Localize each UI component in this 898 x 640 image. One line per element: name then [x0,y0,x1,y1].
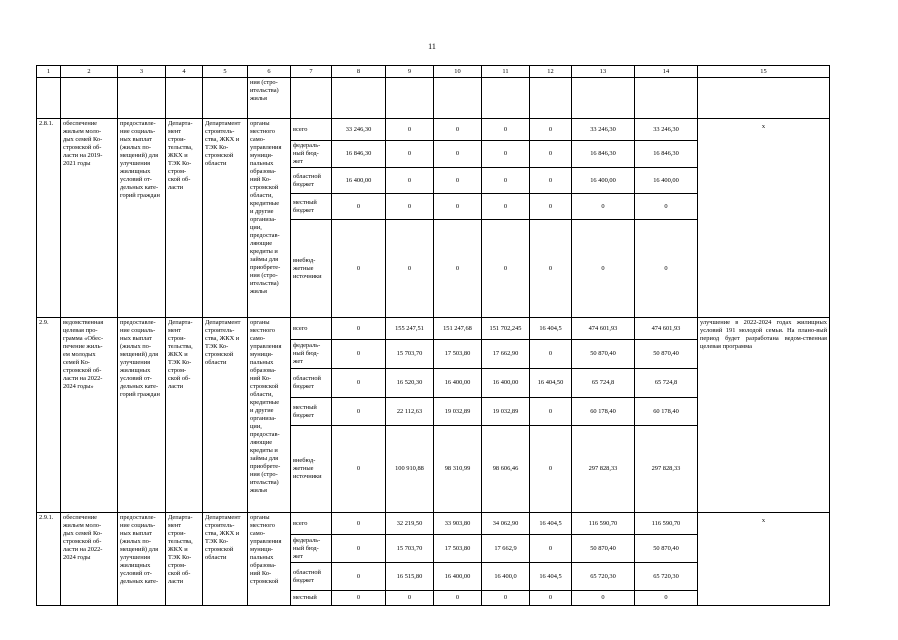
amount-cell: 0 [530,119,572,141]
amount-cell: 0 [386,194,434,220]
amount-cell: 34 062,90 [482,513,530,535]
column-number: 9 [386,66,434,78]
column-number: 7 [291,66,332,78]
empty-cell [434,78,482,119]
empty-cell [530,78,572,119]
expected-result: х [698,119,830,318]
funding-source: областной бюджет [291,369,332,398]
amount-cell: 0 [530,591,572,606]
amount-cell: 65 720,30 [572,563,635,591]
empty-cell [635,78,698,119]
funding-source: всего [291,119,332,141]
empty-cell [37,78,61,119]
funding-source: всего [291,513,332,535]
empty-cell [203,78,248,119]
amount-cell: 19 032,89 [482,398,530,426]
amount-cell: 60 178,40 [572,398,635,426]
expected-result: улучшение в 2022-2024 годах жилищных условий 191 молодой семьи. На плано-вый период будет разработана ведом-ственная целевая программа [698,318,830,513]
funding-source: местный бюджет [291,194,332,220]
amount-cell: 0 [332,318,386,340]
amount-cell: 0 [482,141,530,168]
amount-cell: 0 [386,220,434,318]
amount-cell: 474 601,93 [635,318,698,340]
empty-cell [118,78,166,119]
funding-source: областной бюджет [291,563,332,591]
amount-cell: 0 [530,141,572,168]
amount-cell: 474 601,93 [572,318,635,340]
empty-cell [332,78,386,119]
column-number: 13 [572,66,635,78]
funding-source: местный бюджет [291,398,332,426]
amount-cell: 16 404,5 [530,563,572,591]
empty-cell [61,78,118,119]
amount-cell: 17 503,80 [434,535,482,563]
item-code: 2.9. [37,318,61,513]
customer: Департамент строитель- ства, ЖКХ и ТЭК Ко- стромской области [203,119,248,318]
amount-cell: 17 662,90 [482,340,530,369]
amount-cell: 0 [332,591,386,606]
column-number: 12 [530,66,572,78]
column-number: 8 [332,66,386,78]
amount-cell: 98 606,46 [482,426,530,513]
amount-cell: 65 724,8 [635,369,698,398]
amount-cell: 16 520,30 [386,369,434,398]
amount-cell: 0 [530,426,572,513]
amount-cell: 0 [386,168,434,194]
amount-cell: 16 400,00 [434,369,482,398]
amount-cell: 151 247,68 [434,318,482,340]
amount-cell: 33 246,30 [635,119,698,141]
recipients-cell: ния (стро- ительства) жилья [248,78,291,119]
amount-cell: 0 [332,340,386,369]
amount-cell: 116 590,70 [635,513,698,535]
amount-cell: 33 246,30 [332,119,386,141]
amount-cell: 0 [332,563,386,591]
amount-cell: 0 [332,535,386,563]
amount-cell: 16 400,00 [635,168,698,194]
empty-cell [386,78,434,119]
column-number: 1 [37,66,61,78]
amount-cell: 65 724,8 [572,369,635,398]
amount-cell: 0 [482,220,530,318]
amount-cell: 16 400,00 [332,168,386,194]
implementation-method: предоставле- ние социаль- ных выплат (жилых по- мещений) для улучшения жилищных условий от- дельных кате- горий граждан [118,318,166,513]
item-name: обеспечение жильем моло- дых семей Ко- стромской об- ласти на 2019- 2021 годы [61,119,118,318]
column-number: 4 [166,66,203,78]
customer: Департамент строитель- ства, ЖКХ и ТЭК Ко- стромской области [203,318,248,513]
amount-cell: 16 846,30 [635,141,698,168]
funding-source: федераль- ный бюд- жет [291,340,332,369]
amount-cell: 0 [332,398,386,426]
item-code: 2.8.1. [37,119,61,318]
amount-cell: 0 [434,119,482,141]
amount-cell: 0 [434,591,482,606]
amount-cell: 0 [482,119,530,141]
column-number: 10 [434,66,482,78]
amount-cell: 32 219,50 [386,513,434,535]
amount-cell: 22 112,63 [386,398,434,426]
executor: Департа- мент строи- тельства, ЖКХ и ТЭК Ко- стром- ской об- ласти [166,318,203,513]
amount-cell: 0 [332,369,386,398]
funding-source: федераль- ный бюд- жет [291,141,332,168]
amount-cell: 0 [572,194,635,220]
amount-cell: 16 400,00 [434,563,482,591]
amount-cell: 16 846,30 [332,141,386,168]
amount-cell: 297 828,33 [635,426,698,513]
amount-cell: 17 503,80 [434,340,482,369]
funding-source: областной бюджет [291,168,332,194]
amount-cell: 0 [482,168,530,194]
amount-cell: 33 903,80 [434,513,482,535]
amount-cell: 0 [332,426,386,513]
amount-cell: 60 178,40 [635,398,698,426]
amount-cell: 0 [434,220,482,318]
amount-cell: 16 404,5 [530,513,572,535]
amount-cell: 0 [332,220,386,318]
column-number: 2 [61,66,118,78]
amount-cell: 16 400,00 [482,369,530,398]
amount-cell: 16 404,5 [530,318,572,340]
column-number: 11 [482,66,530,78]
table-row [37,119,830,141]
column-number: 5 [203,66,248,78]
amount-cell: 16 400,0 [482,563,530,591]
amount-cell: 0 [332,513,386,535]
amount-cell: 16 846,30 [572,141,635,168]
page-number: 11 [428,42,436,51]
amount-cell: 0 [572,591,635,606]
amount-cell: 0 [530,398,572,426]
amount-cell: 0 [434,141,482,168]
program-table [36,65,830,606]
amount-cell: 50 870,40 [572,535,635,563]
amount-cell: 0 [635,591,698,606]
empty-cell [291,78,332,119]
column-number: 6 [248,66,291,78]
table-row [37,318,830,340]
amount-cell: 33 246,30 [572,119,635,141]
table-row [37,513,830,535]
amount-cell: 98 310,99 [434,426,482,513]
amount-cell: 116 590,70 [572,513,635,535]
item-name: ведомственная целевая про- грамма «Обес- печение жиль- ем молодых семей Ко- стромской об- ласти на 2022- 2024 годы» [61,318,118,513]
amount-cell: 0 [386,591,434,606]
item-name: обеспечение жильем моло- дых семей Ко- стромской об- ласти на 2022- 2024 годы [61,513,118,606]
item-code: 2.9.1. [37,513,61,606]
amount-cell: 0 [482,591,530,606]
amount-cell: 151 702,245 [482,318,530,340]
amount-cell: 0 [434,194,482,220]
implementation-method: предоставле- ние социаль- ных выплат (жилых по- мещений) для улучшения жилищных условий от- дельных кате- горий граждан [118,119,166,318]
amount-cell: 50 870,40 [572,340,635,369]
amount-cell: 0 [572,220,635,318]
amount-cell: 0 [530,340,572,369]
recipients: органы местного само- управления муници- пальных образова- ний Ко- стромской области, кредитные и другие организа- ции, предостав- ляющие кредиты и займы для приобрете- ния (стро- ительства) жилья [248,119,291,318]
amount-cell: 155 247,51 [386,318,434,340]
funding-source: федераль- ный бюд- жет [291,535,332,563]
empty-cell [482,78,530,119]
empty-cell [572,78,635,119]
amount-cell: 100 910,88 [386,426,434,513]
amount-cell: 0 [635,194,698,220]
column-number: 15 [698,66,830,78]
amount-cell: 0 [332,194,386,220]
empty-cell [166,78,203,119]
amount-cell: 297 828,33 [572,426,635,513]
header-row [37,66,830,78]
amount-cell: 0 [386,141,434,168]
amount-cell: 50 870,40 [635,340,698,369]
amount-cell: 0 [635,220,698,318]
amount-cell: 0 [530,168,572,194]
amount-cell: 50 870,40 [635,535,698,563]
recipients: органы местного само- управления муници- пальных образова- ний Ко- стромской [248,513,291,606]
amount-cell: 0 [434,168,482,194]
amount-cell: 0 [530,535,572,563]
amount-cell: 0 [482,194,530,220]
amount-cell: 16 400,00 [572,168,635,194]
amount-cell: 15 703,70 [386,340,434,369]
amount-cell: 16 515,80 [386,563,434,591]
funding-source: всего [291,318,332,340]
amount-cell: 16 404,50 [530,369,572,398]
amount-cell: 0 [386,119,434,141]
amount-cell: 0 [530,194,572,220]
funding-source: местный [291,591,332,606]
executor: Департа- мент строи- тельства, ЖКХ и ТЭК Ко- стром- ской об- ласти [166,513,203,606]
funding-source: внебюд- жетные источники [291,426,332,513]
column-number: 3 [118,66,166,78]
executor: Департа- мент строи- тельства, ЖКХ и ТЭК Ко- стром- ской об- ласти [166,119,203,318]
funding-source: внебюд- жетные источники [291,220,332,318]
amount-cell: 65 720,30 [635,563,698,591]
recipients: органы местного само- управления муници- пальных образова- ний Ко- стромской области, кредитные и другие организа- ции, предостав- ляющие кредиты и займы для приобрете- ния (стро- ительства) жилья [248,318,291,513]
implementation-method: предоставле- ние социаль- ных выплат (жилых по- мещений) для улучшения жилищных условий от- дельных кате- [118,513,166,606]
expected-result: х [698,513,830,606]
column-number: 14 [635,66,698,78]
amount-cell: 19 032,89 [434,398,482,426]
amount-cell: 0 [530,220,572,318]
continuation-row [37,78,830,119]
customer: Департамент строитель- ства, ЖКХ и ТЭК Ко- стромской области [203,513,248,606]
amount-cell: 15 703,70 [386,535,434,563]
amount-cell: 17 662,9 [482,535,530,563]
empty-cell [698,78,830,119]
